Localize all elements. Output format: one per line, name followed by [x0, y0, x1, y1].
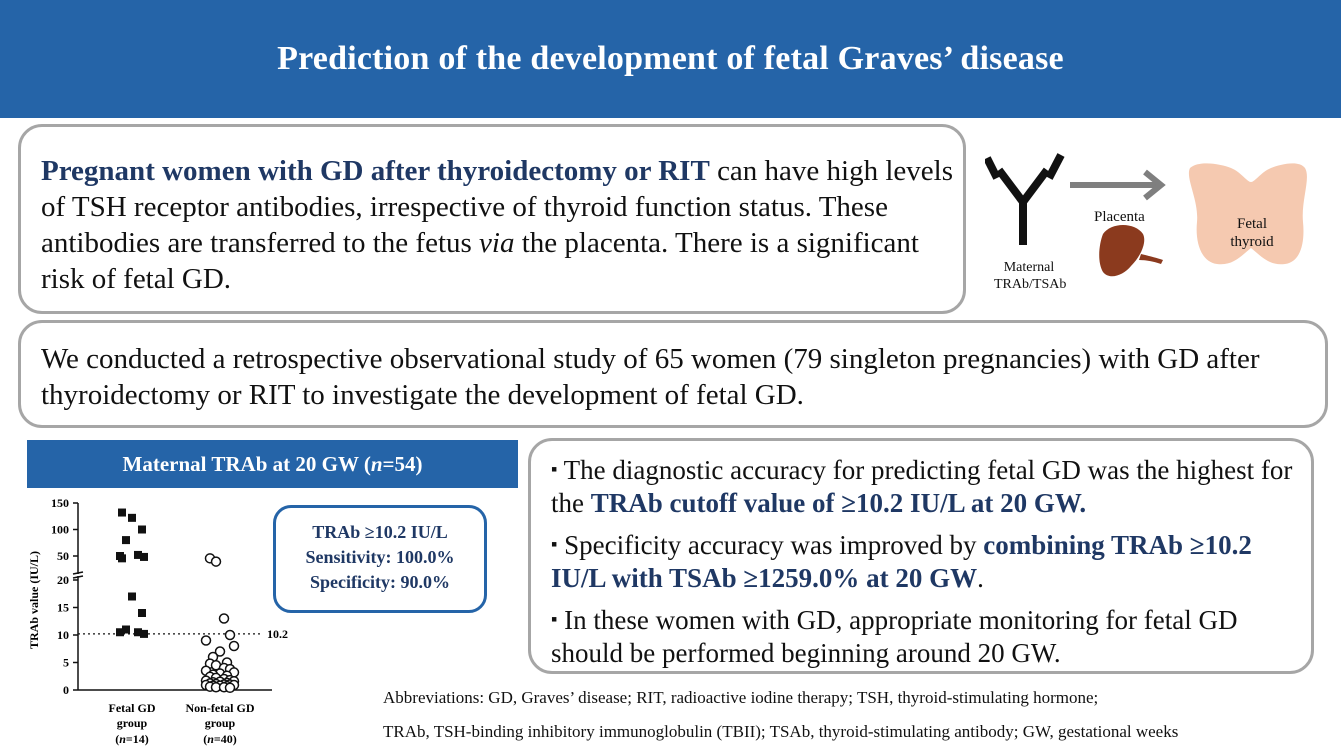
- thyroid-label-line1: Fetal: [1237, 216, 1267, 232]
- chart-header-pre: Maternal TRAb at 20 GW (: [122, 451, 371, 476]
- finding-1-pre: The diagnostic accuracy for predicting fetal GD was the highest for the: [551, 455, 1293, 518]
- finding-1-bold: TRAb cutoff value of ≥10.2 IU/L at 20 GW.: [590, 488, 1087, 518]
- data-point-non-fetal-gd: [202, 636, 211, 645]
- data-point-fetal-gd: [118, 554, 126, 562]
- y-tick-label: 50: [57, 549, 69, 563]
- findings-box: [528, 438, 1314, 674]
- background-text-2: the placenta. There is a significant risk of fetal GD.: [41, 227, 919, 295]
- abbreviations-line-1: Abbreviations: GD, Graves’ disease; RIT, radioactive iodine therapy; TSH, thyroid-stimulating hormone;: [383, 688, 1099, 707]
- placenta-icon: [1099, 225, 1163, 276]
- data-point-fetal-gd: [116, 628, 124, 636]
- data-point-non-fetal-gd: [230, 642, 239, 651]
- data-point-fetal-gd: [138, 609, 146, 617]
- data-point-non-fetal-gd: [212, 557, 221, 566]
- bullet-icon: ▪: [551, 609, 558, 629]
- thyroid-label-line2: thyroid: [1230, 234, 1274, 250]
- data-point-fetal-gd: [140, 630, 148, 638]
- antibody-icon: [987, 155, 1061, 245]
- group-n-label: (n=14): [115, 732, 149, 746]
- finding-1: [551, 453, 1311, 520]
- chart-header: [27, 440, 518, 488]
- data-point-non-fetal-gd: [226, 683, 235, 692]
- data-point-fetal-gd: [118, 509, 126, 517]
- background-italic: via: [479, 227, 515, 259]
- finding-2-post: .: [977, 563, 984, 593]
- group-n-label: (n=40): [203, 732, 237, 746]
- antibody-label-line2: TRAb/TSAb: [994, 277, 1067, 292]
- arrow-right-icon: [1070, 172, 1161, 198]
- bullet-icon: ▪: [551, 459, 558, 479]
- finding-2: [551, 528, 1311, 595]
- background-text-1: can have high levels of TSH receptor antibodies, irrespective of thyroid function status. These antibodies are transferred to the fetus: [41, 155, 953, 259]
- y-tick-label: 100: [51, 522, 69, 537]
- finding-3-pre: In these women with GD, appropriate monitoring for fetal GD should be performed beginning around 20 GW.: [551, 605, 1238, 668]
- study-box: [18, 320, 1328, 428]
- y-tick-label: 20: [57, 573, 69, 587]
- data-point-fetal-gd: [138, 526, 146, 534]
- background-box: [18, 124, 966, 314]
- finding-2-bold: combining TRAb ≥10.2 IU/L with TSAb ≥1259.0% at 20 GW: [551, 530, 1252, 593]
- thyroid-label: [1222, 215, 1282, 251]
- data-point-fetal-gd: [128, 514, 136, 522]
- stats-line-1: TRAb ≥10.2 IU/L: [312, 522, 448, 542]
- chart-header-n: n: [370, 451, 383, 476]
- page-title: Prediction of the development of fetal Graves’ disease: [277, 40, 1064, 77]
- group-label-line2: group: [204, 716, 236, 730]
- finding-3: [551, 603, 1311, 670]
- placenta-label: Placenta: [1094, 209, 1145, 225]
- antibody-label-line1: Maternal: [1003, 260, 1055, 275]
- data-point-fetal-gd: [140, 553, 148, 561]
- data-point-non-fetal-gd: [220, 614, 229, 623]
- study-text: We conducted a retrospective observational study of 65 women (79 singleton pregnancies) with GD after thyroidectomy or RIT to investigate the development of fetal GD.: [41, 343, 1260, 411]
- y-tick-label: 5: [63, 655, 69, 670]
- abbreviations-line-2: TRAb, TSH-binding inhibitory immunoglobulin (TBII); TSAb, thyroid-stimulating antibody; GW, gestational weeks: [383, 722, 1179, 741]
- trab-scatter-chart: [22, 490, 312, 754]
- stats-box: [273, 505, 487, 613]
- stats-line-3: Specificity: 90.0%: [310, 572, 450, 592]
- y-tick-label: 15: [57, 600, 69, 615]
- background-highlight: Pregnant women with GD after thyroidectomy or RIT: [41, 155, 710, 187]
- cutoff-label: 10.2: [267, 626, 288, 641]
- group-label-line2: group: [116, 716, 148, 730]
- data-point-non-fetal-gd: [226, 631, 235, 640]
- data-point-fetal-gd: [128, 593, 136, 601]
- title-banner: [0, 0, 1341, 118]
- bullet-icon: ▪: [551, 534, 558, 554]
- y-tick-label: 150: [51, 496, 69, 510]
- y-tick-label: 0: [63, 683, 69, 697]
- y-tick-label: 10: [57, 628, 69, 642]
- chart-header-post: =54): [382, 451, 423, 476]
- finding-2-pre: Specificity accuracy was improved by: [564, 530, 984, 560]
- axis-break-mark: [73, 576, 83, 578]
- data-point-fetal-gd: [122, 536, 130, 544]
- antibody-label: [994, 259, 1067, 293]
- y-axis-label: TRAb value (IU/L): [27, 550, 41, 650]
- group-label-line1: Fetal GD: [108, 701, 156, 715]
- stats-line-2: Sensitivity: 100.0%: [305, 547, 455, 567]
- group-label-line1: Non-fetal GD: [185, 701, 255, 715]
- axis-break-mark: [73, 572, 83, 574]
